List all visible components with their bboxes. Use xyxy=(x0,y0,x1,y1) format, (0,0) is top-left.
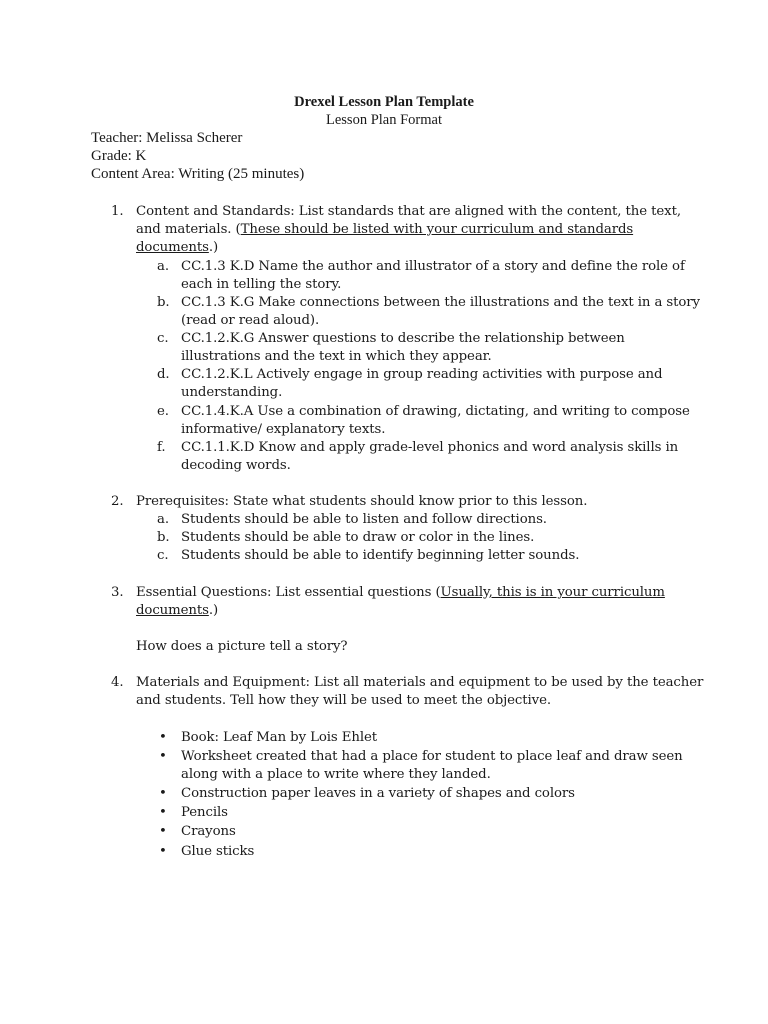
list-item-letter: c. xyxy=(157,548,169,563)
section-3-number: 3. xyxy=(111,585,124,600)
section-1-heading-line3: documents.) xyxy=(136,240,219,255)
prerequisite-item: Students should be able to identify beginning letter sounds. xyxy=(181,548,580,563)
standard-item-line: CC.1.2.K.G Answer questions to describe the relationship between xyxy=(181,331,625,346)
content-area-line: Content Area: Writing (25 minutes) xyxy=(91,166,305,182)
standard-item-line: CC.1.2.K.L Actively engage in group reading activities with purpose and xyxy=(181,367,663,382)
list-item-letter: e. xyxy=(157,404,169,419)
section-3-heading-line1: Essential Questions: List essential questions (Usually, this is in your curriculum xyxy=(136,585,665,600)
material-item: Worksheet created that had a place for student to place leaf and draw seen xyxy=(181,749,683,764)
standard-item-line: (read or read aloud). xyxy=(181,313,320,328)
standard-item-line: CC.1.4.K.A Use a combination of drawing, dictating, and writing to compose xyxy=(181,404,690,419)
document-subtitle: Lesson Plan Format xyxy=(326,112,442,128)
list-item-letter: a. xyxy=(157,512,169,527)
list-item-letter: d. xyxy=(157,367,170,382)
section-2-number: 2. xyxy=(111,494,124,509)
material-item: Book: Leaf Man by Lois Ehlet xyxy=(181,730,377,745)
document-title: Drexel Lesson Plan Template xyxy=(294,94,474,110)
bullet-icon: • xyxy=(159,844,167,859)
prerequisite-item: Students should be able to listen and follow directions. xyxy=(181,512,547,527)
essential-question: How does a picture tell a story? xyxy=(136,639,348,654)
list-item-letter: b. xyxy=(157,530,170,545)
standard-item-line: understanding. xyxy=(181,385,283,400)
section-4-number: 4. xyxy=(111,675,124,690)
material-item: Construction paper leaves in a variety of shapes and colors xyxy=(181,786,575,801)
section-1-heading-line2: and materials. (These should be listed with your curriculum and standards xyxy=(136,222,634,237)
list-item-letter: f. xyxy=(157,440,166,455)
bullet-icon: • xyxy=(159,730,167,745)
material-item: Crayons xyxy=(181,824,236,839)
standard-item-line: informative/ explanatory texts. xyxy=(181,422,386,437)
standard-item-line: illustrations and the text in which they appear. xyxy=(181,349,492,364)
material-item: Glue sticks xyxy=(181,844,255,859)
bullet-icon: • xyxy=(159,749,167,764)
standard-item-line: CC.1.3 K.D Name the author and illustrator of a story and define the role of xyxy=(181,259,685,274)
bullet-icon: • xyxy=(159,805,167,820)
section-1-number: 1. xyxy=(111,204,124,219)
teacher-line: Teacher: Melissa Scherer xyxy=(91,130,243,146)
section-4-heading-line2: and students. Tell how they will be used to meet the objective. xyxy=(136,693,551,708)
section-3-heading-line2: documents.) xyxy=(136,603,219,618)
section-2-heading: Prerequisites: State what students should know prior to this lesson. xyxy=(136,494,588,509)
bullet-icon: • xyxy=(159,824,167,839)
standard-item-line: decoding words. xyxy=(181,458,291,473)
list-item-letter: b. xyxy=(157,295,170,310)
grade-line: Grade: K xyxy=(91,148,147,164)
standard-item-line: CC.1.3 K.G Make connections between the illustrations and the text in a story xyxy=(181,295,700,310)
standard-item-line: each in telling the story. xyxy=(181,277,342,292)
section-1-heading-line1: Content and Standards: List standards that are aligned with the content, the text, xyxy=(136,204,681,219)
material-item: Pencils xyxy=(181,805,228,820)
standard-item-line: CC.1.1.K.D Know and apply grade-level phonics and word analysis skills in xyxy=(181,440,679,455)
prerequisite-item: Students should be able to draw or color in the lines. xyxy=(181,530,535,545)
list-item-letter: c. xyxy=(157,331,169,346)
list-item-letter: a. xyxy=(157,259,169,274)
material-item: along with a place to write where they landed. xyxy=(181,767,491,782)
section-4-heading-line1: Materials and Equipment: List all materials and equipment to be used by the teacher xyxy=(136,675,704,690)
bullet-icon: • xyxy=(159,786,167,801)
